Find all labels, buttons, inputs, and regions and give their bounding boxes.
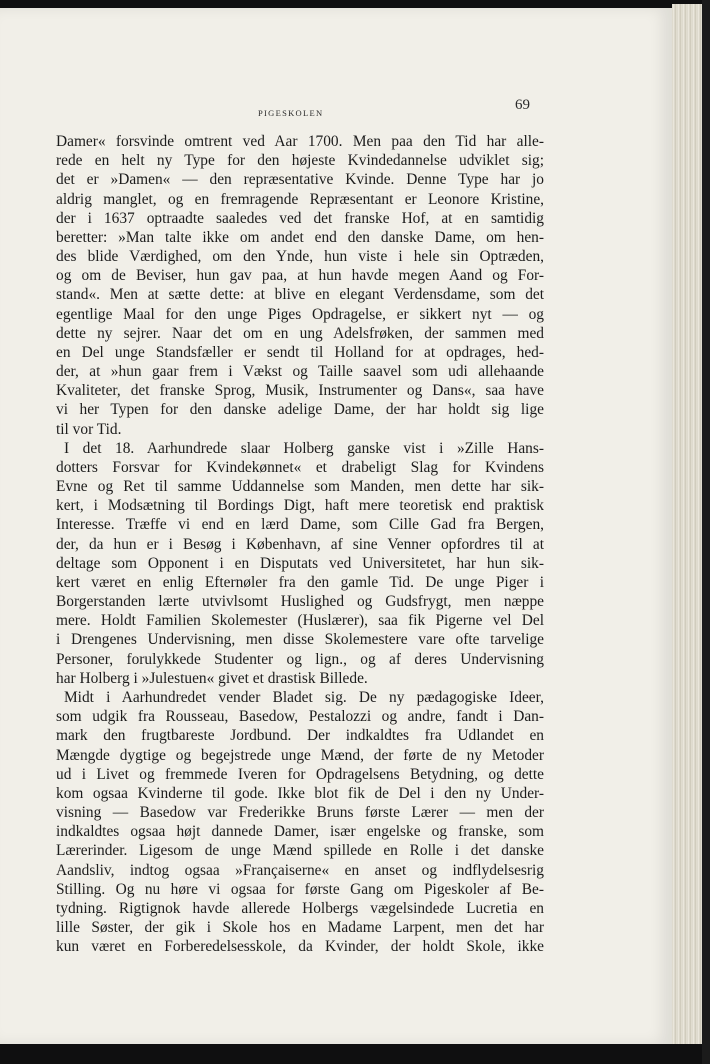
text-line: der, da hun er i Besøg i København, af sine Venner opfordres til at — [56, 535, 544, 553]
text-line: der, at »hun gaar frem i Vækst og Taille saavel som udi allehaande — [56, 363, 544, 381]
text-line: indkaldtes ogsaa højt dannede Damer, især engelske og franske, som — [56, 823, 544, 841]
text-line: visning — Basedow var Frederikke Bruns første Lærer — men der — [56, 804, 544, 822]
text-line: dette ny sejrer. Naar det om en ung Adelsfrøken, der sammen med — [56, 324, 544, 342]
text-line: har Holberg i »Julestuen« givet et drastisk Billede. — [56, 669, 368, 687]
text-line: beretter: »Man talte ikke om andet end den danske Dame, om hen- — [56, 228, 544, 246]
text-line: deltage som Opponent i en Disputats ved Universitetet, har hun sik- — [56, 554, 544, 572]
text-line: vi her Typen for den danske adelige Dame, der har holdt sig lige — [56, 401, 544, 419]
text-line: kert været en enlig Efternøler fra den gamle Tid. De unge Piger i — [56, 573, 544, 591]
text-line: kom ogsaa Kvinderne til gode. Ikke blot fik de Del i den ny Under- — [56, 784, 544, 802]
text-line: egentlige Maal for den unge Piges Opdragelse, er sikkert nyt — og — [56, 305, 544, 323]
text-line: og om de Beviser, hun gav paa, at hun havde megen Aand og For- — [56, 267, 544, 285]
text-line: lille Søster, der gik i Skole hos en Madame Larpent, men det har — [56, 919, 544, 937]
text-line: Kvaliteter, det franske Sprog, Musik, Instrumenter og Dans«, saa have — [56, 382, 544, 400]
text-line: Evne og Ret til samme Uddannelse som Manden, men dette har sik- — [56, 478, 544, 496]
text-line: kun været en Forberedelsesskole, da Kvinder, der holdt Skole, ikke — [56, 938, 544, 956]
text-line: til vor Tid. — [56, 420, 122, 438]
text-line: Mængde dygtige og begejstrede unge Mænd, der førte de ny Metoder — [56, 746, 544, 764]
text-line: Damer« forsvinde omtrent ved Aar 1700. Men paa den Tid har alle- — [56, 133, 544, 150]
text-line: Stilling. Og nu høre vi ogsaa for første Gang om Pigeskoler af Be- — [56, 880, 544, 898]
text-line: Midt i Aarhundredet vender Bladet sig. De ny pædagogiske Ideer, — [64, 688, 544, 706]
text-line: Lærerinder. Ligesom de unge Mænd spillede en Rolle i det danske — [56, 842, 544, 860]
body-text — [56, 132, 544, 956]
running-head: PIGESKOLEN — [258, 108, 324, 118]
text-line: Personer, forulykkede Studenter og lign., og af deres Undervisning — [56, 650, 544, 668]
text-line: det er »Damen« — den repræsentative Kvinde. Denne Type har jo — [56, 171, 544, 189]
text-line: kert, i Modsætning til Bordings Digt, haft mere teoretisk end praktisk — [56, 497, 544, 515]
text-line: tydning. Rigtignok havde allerede Holbergs vægelsindede Lucretia en — [56, 899, 544, 917]
book-page — [0, 8, 672, 1044]
text-line: en Del unge Standsfæller er sendt til Holland for at opdrages, hed- — [56, 343, 544, 361]
page-number: 69 — [515, 97, 530, 113]
text-line: Aandsliv, indtog ogsaa »Françaiserne« en anset og indflydelsesrig — [56, 861, 544, 879]
book-spine — [702, 0, 710, 1064]
text-line: I det 18. Aarhundrede slaar Holberg ganske vist i »Zille Hans- — [64, 439, 544, 457]
text-line: aldrig manglet, og en fremragende Repræsentant er Leonore Kristine, — [56, 190, 544, 208]
text-line: som udgik fra Rousseau, Basedow, Pestalozzi og andre, fandt i Dan- — [56, 708, 544, 726]
text-line: der i 1637 optraadte saaledes ved det franske Hof, at en samtidig — [56, 209, 544, 227]
text-line: mark den frugtbareste Jordbund. Der indkaldtes fra Udlandet en — [56, 727, 544, 745]
text-line: des blide Værdighed, om den Ynde, hun viste i hele sin Optræden, — [56, 248, 544, 266]
text-line: stand«. Men at sætte dette: at blive en elegant Verdensdame, som det — [56, 286, 544, 304]
text-line: i Drengenes Undervisning, men disse Skolemestere vare ofte tarvelige — [56, 631, 544, 649]
text-line: rede en helt ny Type for den højeste Kvindedannelse udviklet sig; — [56, 152, 544, 170]
text-line: Borgerstanden lærte utvivlsomt Huslighed og Gudsfrygt, men næppe — [56, 593, 544, 611]
text-line: Interesse. Træffe vi end en lærd Dame, som Cille Gad fra Bergen, — [56, 516, 544, 534]
text-line: dotters Forsvar for Kvindekønnet« et drabeligt Slag for Kvindens — [56, 458, 544, 476]
text-line: ud i Livet og fremmede Iveren for Opdragelsens Betydning, og dette — [56, 765, 544, 783]
page-edges — [672, 4, 702, 1044]
text-line: mere. Holdt Familien Skolemester (Huslærer), saa fik Pigerne vel Del — [56, 612, 544, 630]
